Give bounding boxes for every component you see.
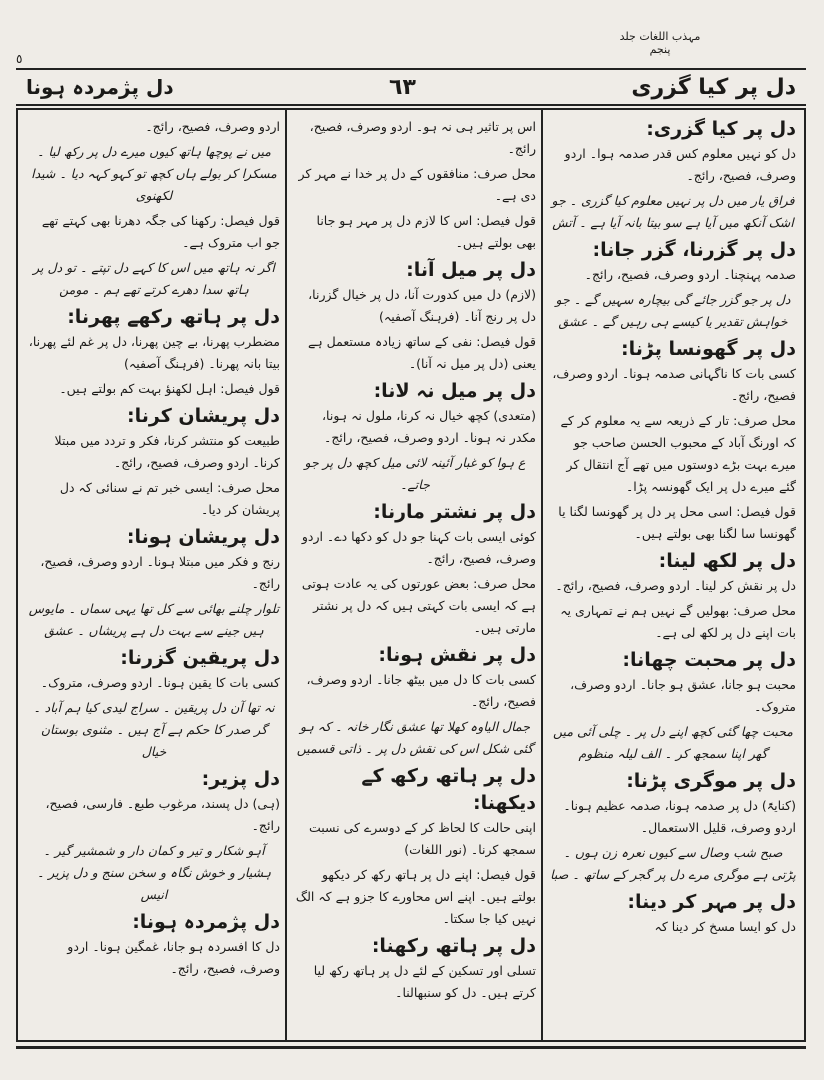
dictionary-entry xyxy=(28,403,280,474)
entry-definition: محل صرف: منافقوں کے دل پر خدا نے مہر کر دی ہے۔ xyxy=(298,166,536,203)
entry-definition: (کنایۃً) دل پر صدمہ ہونا، صدمہ عظیم ہونا۔ اردو وصرف، قلیل الاستعمال۔ xyxy=(563,798,796,835)
entry-definition: رنج و فکر میں مبتلا ہونا۔ اردو وصرف، فصیح، رائج۔ xyxy=(40,554,280,591)
entry-headword: دل پر میل نہ لانا: xyxy=(373,380,536,402)
entry-definition: تسلی اور تسکین کے لئے دل پر ہاتھ رکھ لیا کرتے ہیں۔ دل کو سنبھالنا۔ xyxy=(313,963,536,1000)
dictionary-entry xyxy=(294,573,536,639)
bottom-rule xyxy=(16,1046,806,1049)
dictionary-entry xyxy=(550,768,796,839)
entry-definition: طبیعت کو منتشر کرنا، فکر و تردد میں مبتلا کرنا۔ اردو وصرف، فصیح، رائج۔ xyxy=(54,433,280,470)
volume-label: مہذب اللغات جلد پنجم xyxy=(619,30,701,56)
header-first-word: دل پر کیا گزری xyxy=(631,74,796,100)
entry-definition: قول فیصل: اہل لکھنؤ بہت کم بولتے ہیں۔ xyxy=(59,381,280,396)
column-middle xyxy=(288,116,542,1034)
entry-definition: دل پر نقش کر لینا۔ اردو وصرف، فصیح، رائج۔ xyxy=(555,578,796,593)
dictionary-entry xyxy=(28,524,280,595)
dictionary-entry xyxy=(28,257,280,301)
entry-verse: فراق یار میں دل پر نہیں معلوم کیا گزری ۔ جو اشک آنکھ میں آیا ہے سو بیتا بانہ آیا ہے ۔ آتش xyxy=(551,193,795,230)
dictionary-entry xyxy=(294,163,536,207)
dictionary-entry xyxy=(294,499,536,570)
corner-mark: ٥ xyxy=(16,52,23,66)
dictionary-entry xyxy=(550,237,796,286)
entry-headword: دل پزیر: xyxy=(201,768,280,790)
running-header xyxy=(16,68,806,106)
entry-headword: دل پر ہاتھ رکھنا: xyxy=(371,935,536,957)
dictionary-entry xyxy=(550,600,796,644)
dictionary-entry xyxy=(550,647,796,718)
dictionary-entry xyxy=(28,304,280,375)
entry-headword: دل پر میل آنا: xyxy=(406,259,536,281)
dictionary-entry xyxy=(28,909,280,980)
entry-verse: محبت چھا گئی کچھ اپنے دل پر ۔ چلی آئی میں گھر اپنا سمجھ کر ۔ الف لیلہ منظوم xyxy=(553,724,793,761)
entry-headword: دل پر موگری پڑنا: xyxy=(626,770,796,792)
entry-definition: دل کو ایسا مسخ کر دینا کہ xyxy=(654,919,796,934)
entry-definition: محل صرف: تار کے ذریعہ سے یہ معلوم کر کے کہ اورنگ آباد کے محبوب الحسن صاحب جو میرے بہت بڑے دوستوں میں تھے آج انتقال کر گئے میرے دل پر ایک گھونسہ پڑا۔ xyxy=(560,413,796,494)
entry-definition: اس پر تاثیر ہی نہ ہو۔ اردو وصرف، فصیح، رائج۔ xyxy=(309,119,536,156)
entry-definition: دل کو نہیں معلوم کس قدر صدمہ ہوا۔ اردو وصرف، فصیح، رائج۔ xyxy=(564,146,796,183)
entry-definition: (لازم) دل میں کدورت آنا، دل پر خیال گزرنا، دل پر رنج آنا۔ (فرہنگ آصفیہ) xyxy=(308,287,536,324)
dictionary-entry xyxy=(294,210,536,254)
entry-verse: صبح شب وصال سے کیوں نعرہ زن ہوں ۔ پڑتی ہے موگری مرے دل پر گجر کے ساتھ ۔ صبا xyxy=(550,845,796,882)
column-right xyxy=(544,116,802,1034)
entry-headword: دل پر ہاتھ رکھ کے دیکھنا: xyxy=(361,765,536,814)
entry-headword: دل پر محبت چھانا: xyxy=(622,649,796,671)
entry-definition: محبت ہو جانا، عشق ہو جانا۔ اردو وصرف، متروک۔ xyxy=(570,677,796,714)
dictionary-entry xyxy=(550,410,796,498)
dictionary-entry xyxy=(294,257,536,328)
entry-definition: محل صرف: ایسی خبر تم نے سنائی کہ دل پریشان کر دیا۔ xyxy=(59,480,280,517)
dictionary-entry xyxy=(28,477,280,521)
entry-definition: قول فیصل: اس کا لازم دل پر مہر ہو جانا بھی بولتے ہیں۔ xyxy=(316,213,536,250)
entry-headword: دل پر ہاتھ رکھے پھرنا: xyxy=(67,306,280,328)
entry-definition: صدمہ پہنچنا۔ اردو وصرف، فصیح، رائج۔ xyxy=(584,267,796,282)
column-left xyxy=(22,116,286,1034)
entry-definition: (ہی) دل پسند، مرغوب طبع۔ فارسی، فصیح، رائج۔ xyxy=(45,796,280,833)
entry-headword: دل پر گھونسا پڑنا: xyxy=(621,338,796,360)
entry-headword: دل پر نشتر مارنا: xyxy=(373,501,536,523)
entry-definition: دل کا افسردہ ہو جانا، غمگین ہونا۔ اردو وصرف، فصیح، رائج۔ xyxy=(67,939,280,976)
entry-verse: تلوار چلنے بھائی سے کل تھا یہی سماں ۔ مایوس ہیں جینے سے بہت دل ہے پریشاں ۔ عشق xyxy=(28,601,280,638)
entry-headword: دل پریشان کرنا: xyxy=(127,405,280,427)
entry-verse: آہو شکار و تیر و کمان دار و شمشیر گیر ۔ ہشیار و خوش نگاہ و سخن سنج و دل پزیر ۔ انیس xyxy=(37,843,271,902)
dictionary-entry xyxy=(550,289,796,333)
entry-definition: قول فیصل: نفی کے ساتھ زیادہ مستعمل ہے یعنی (دل پر میل نہ آنا)۔ xyxy=(308,334,536,371)
dictionary-entry xyxy=(550,501,796,545)
header-last-word: دل پژمردہ ہونا xyxy=(26,75,174,99)
entry-definition: اردو وصرف، فصیح، رائج۔ xyxy=(145,119,280,134)
entry-verse: جمال الیاوہ کھلا تھا عشق نگار خانہ ۔ کہ ہو گئی شکل اس کی نقش دل پر ۔ ذاتی قسمیں xyxy=(296,719,534,756)
entry-definition: (متعدی) کچھ خیال نہ کرنا، ملول نہ ہونا، مکدر نہ ہونا۔ اردو وصرف، فصیح، رائج۔ xyxy=(322,408,536,445)
entry-headword: دل پریقین گزرنا: xyxy=(120,647,280,669)
entry-verse: نہ تھا آن دل پریقین ۔ سراج لیدی کیا ہم آباد ۔ گر صدر کا حکم ہے آج ہیں ۔ مثنوی بوستان خیال xyxy=(33,700,275,759)
dictionary-entry xyxy=(294,378,536,449)
dictionary-entry xyxy=(28,210,280,254)
entry-verse: ع ہوا کو غبار آئینہ لائی میل کچھ دل پر جو جاتے۔ xyxy=(304,455,526,492)
dictionary-entry xyxy=(550,842,796,886)
entry-headword: دل پر کیا گزری: xyxy=(646,118,796,140)
dictionary-entry xyxy=(28,766,280,837)
entry-definition: اپنی حالت کا لحاظ کر کے دوسرے کی نسبت سمجھ کرنا۔ (نور اللغات) xyxy=(308,820,536,857)
entry-headword: دل پریشان ہونا: xyxy=(126,526,280,548)
entry-definition: کسی بات کا دل میں بیٹھ جانا۔ اردو وصرف، فصیح، رائج۔ xyxy=(306,672,536,709)
entry-verse: میں نے پوچھا ہاتھ کیوں میرے دل پر رکھ لیا ۔ مسکرا کر بولے ہاں کچھ تو کہو کہہ دیا ۔ شیدا لکھنوی xyxy=(31,144,277,203)
dictionary-entry xyxy=(294,933,536,1004)
dictionary-entry xyxy=(294,716,536,760)
dictionary-entry xyxy=(294,864,536,930)
entry-definition: کوئی ایسی بات کہنا جو دل کو دکھا دے۔ اردو وصرف، فصیح، رائج۔ xyxy=(301,529,536,566)
dictionary-entry xyxy=(28,645,280,694)
entry-definition: کسی بات کا ناگہانی صدمہ ہونا۔ اردو وصرف، فصیح، رائج۔ xyxy=(552,366,796,403)
entry-definition: قول فیصل: اسی محل پر دل پر گھونسا لگنا یا گھونسا سا لگنا بھی بولتے ہیں۔ xyxy=(558,504,796,541)
dictionary-entry xyxy=(550,116,796,187)
page-number: ٦٣ xyxy=(389,74,416,100)
dictionary-entry xyxy=(294,331,536,375)
dictionary-entry xyxy=(28,378,280,400)
entry-headword: دل پژمردہ ہونا: xyxy=(132,911,280,933)
dictionary-entry xyxy=(294,452,536,496)
entry-headword: دل پر نقش ہونا: xyxy=(378,644,536,666)
dictionary-entry xyxy=(550,721,796,765)
dictionary-entry xyxy=(28,697,280,763)
entry-definition: قول فیصل: اپنے دل پر ہاتھ رکھ کر دیکھو بولتے ہیں۔ اپنے اس محاورے کا جزو ہے کہ الگ نہیں کیا جا سکتا۔ xyxy=(295,867,536,926)
dictionary-entry xyxy=(550,336,796,407)
entry-definition: کسی بات کا یقین ہونا۔ اردو وصرف، متروک۔ xyxy=(40,675,280,690)
entry-definition: قول فیصل: رکھنا کی جگہ دھرنا بھی کہتے تھے جو اب متروک ہے۔ xyxy=(41,213,280,250)
entry-headword: دل پر لکھ لینا: xyxy=(658,550,796,572)
dictionary-entry xyxy=(28,840,280,906)
dictionary-entry xyxy=(28,141,280,207)
dictionary-entry xyxy=(550,548,796,597)
entry-verse: دل پر جو گزر جائے گی بیچارہ سہیں گے ۔ جو خواہش تقدیر یا کیسے ہی رہیں گے ۔ عشق xyxy=(555,292,791,329)
dictionary-entry xyxy=(294,642,536,713)
dictionary-entry xyxy=(550,190,796,234)
dictionary-entry xyxy=(550,889,796,938)
entry-definition: مضطرب پھرنا، بے چین پھرنا، دل پر غم لئے پھرنا، بیتا بانہ پھرنا۔ (فرہنگ آصفیہ) xyxy=(28,334,280,371)
entry-verse: اگر نہ ہاتھ میں اس کا کہے دل تپتے ۔ تو دل پر ہاتھ سدا دھرے کرتے تھے ہم ۔ مومن xyxy=(33,260,275,297)
dictionary-entry xyxy=(28,116,280,138)
dictionary-entry xyxy=(294,763,536,861)
entry-headword: دل پر گزرنا، گزر جانا: xyxy=(592,239,796,261)
entry-definition: محل صرف: بعض عورتوں کی یہ عادت ہوتی ہے کہ ایسی بات کہتی ہیں کہ دل پر نشتر مارتی ہیں۔ xyxy=(301,576,536,635)
dictionary-entry xyxy=(294,116,536,160)
entry-headword: دل پر مہر کر دینا: xyxy=(627,891,796,913)
dictionary-entry xyxy=(28,598,280,642)
entry-definition: محل صرف: بھولیں گے نہیں ہم نے تمہاری یہ بات اپنے دل پر لکھ لی ہے۔ xyxy=(560,603,796,640)
